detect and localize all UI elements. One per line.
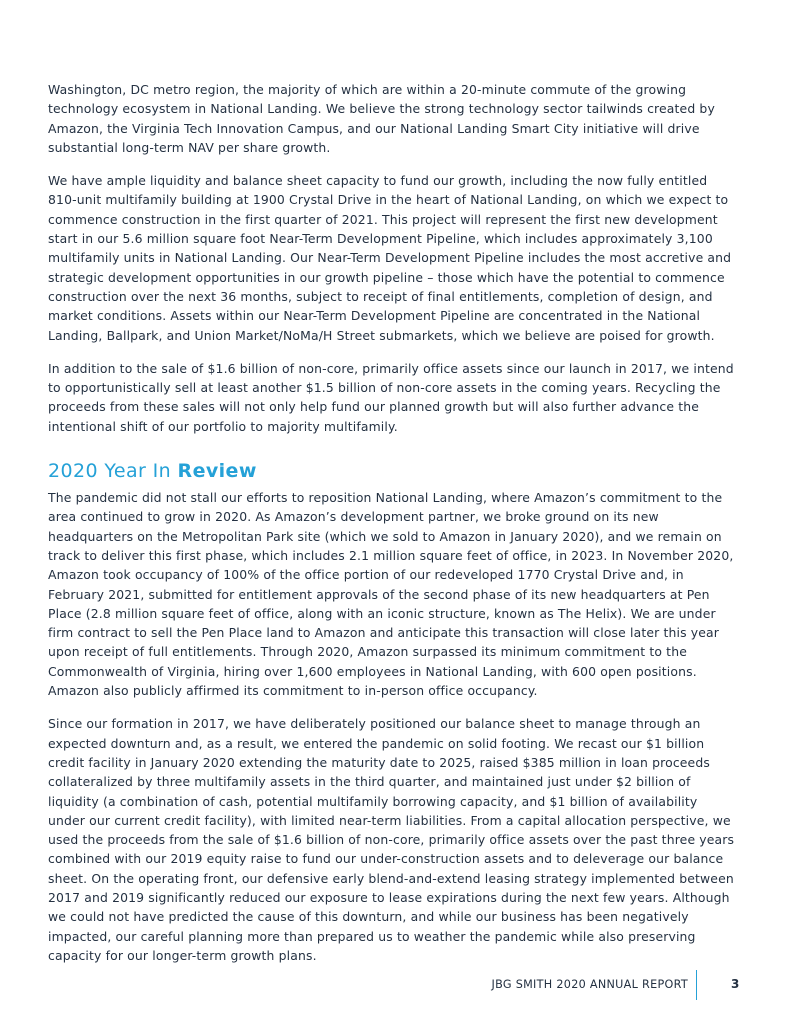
page-number: 3 (731, 977, 740, 991)
body-paragraph: In addition to the sale of $1.6 billion of non-core, primarily office assets since our launch in 2017, we intend to opportunistically sell at least another $1.5 billion of non-core assets in the coming years. Recycling the proceeds from these sales will not only help fund our planned growth but will also further advance the intentional shift of our portfolio to majority multifamily. (48, 360, 734, 434)
page-footer (0, 970, 786, 1000)
page-content (48, 80, 738, 979)
body-paragraph: Washington, DC metro region, the majority of which are within a 20-minute commute of the growing technology ecosystem in National Landing. We believe the strong technology sector tailwinds created by Amazon, the Virginia Tech Innovation Campus, and our National Landing Smart City initiative will drive substantial long-term NAV per share growth. (48, 82, 715, 155)
report-label: JBG SMITH 2020 ANNUAL REPORT (491, 978, 688, 991)
section-heading-regular: 2020 Year In (48, 460, 178, 483)
section-heading-bold: Review (177, 460, 257, 483)
section-heading (48, 460, 738, 482)
footer-divider (696, 970, 697, 1000)
body-paragraph: The pandemic did not stall our efforts to reposition National Landing, where Amazon’s commitment to the area continued to grow in 2020. As Amazon’s development partner, we broke ground on its new headquarters on the Metropolitan Park site (which we sold to Amazon in January 2020), and we remain on track to deliver this first phase, which includes 2.1 million square feet of office, in 2023. In November 2020, Amazon took occupancy of 100% of the office portion of our redeveloped 1770 Crystal Drive and, in February 2021, submitted for entitlement approvals of the second phase of its new headquarters at Pen Place (2.8 million square feet of office, along with an iconic structure, known as The Helix). We are under firm contract to sell the Pen Place land to Amazon and anticipate this transaction will close later this year upon receipt of full entitlements. Through 2020, Amazon surpassed its minimum commitment to the Commonwealth of Virginia, hiring over 1,600 employees in National Landing, with 600 open positions. Amazon also publicly affirmed its commitment to in-person office occupancy. (48, 490, 734, 699)
body-paragraph: We have ample liquidity and balance sheet capacity to fund our growth, including the now fully entitled 810-unit multifamily building at 1900 Crystal Drive in the heart of National Landing, on which we expect to commence construction in the first quarter of 2021. This project will represent the first new development start in our 5.6 million square foot Near-Term Development Pipeline, which includes approximately 3,100 multifamily units in National Landing. Our Near-Term Development Pipeline includes the most accretive and strategic development opportunities in our growth pipeline – those which have the potential to commence construction over the next 36 months, subject to receipt of final entitlements, completion of design, and market conditions. Assets within our Near-Term Development Pipeline are concentrated in the National Landing, Ballpark, and Union Market/NoMa/H Street submarkets, which we believe are poised for growth. (48, 173, 732, 343)
body-paragraph: Since our formation in 2017, we have deliberately positioned our balance sheet to manage through an expected downturn and, as a result, we entered the pandemic on solid footing. We recast our $1 billion credit facility in January 2020 extending the maturity date to 2025, raised $385 million in loan proceeds collateralized by three multifamily assets in the third quarter, and maintained just under $2 billion of liquidity (a combination of cash, potential multifamily borrowing capacity, and $1 billion of availability under our current credit facility), with limited near-term liabilities. From a capital allocation perspective, we used the proceeds from the sale of $1.6 billion of non-core, primarily office assets over the past three years combined with our 2019 equity raise to fund our under-construction assets and to deleverage our balance sheet. On the operating front, our defensive early blend-and-extend leasing strategy implemented between 2017 and 2019 significantly reduced our exposure to lease expirations during the next few years. Although we could not have predicted the cause of this downturn, and while our business has been negatively impacted, our careful planning more than prepared us to weather the pandemic while also preserving capacity for our longer-term growth plans. (48, 716, 735, 963)
